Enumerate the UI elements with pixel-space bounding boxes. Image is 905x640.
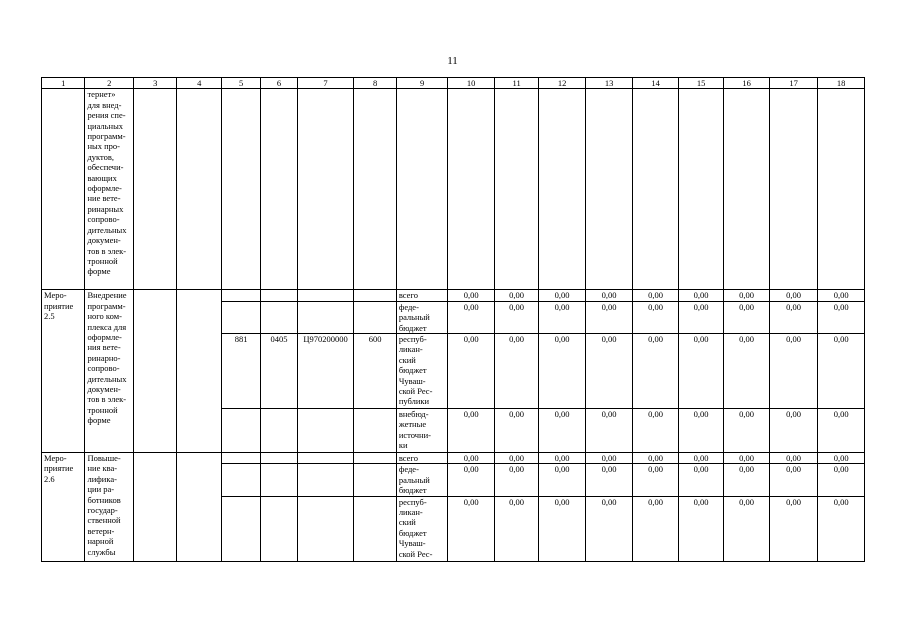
column-header: 18 <box>818 78 865 89</box>
column-header: 17 <box>769 78 818 89</box>
table-row <box>42 290 865 301</box>
value-cell: 0,00 <box>769 290 818 301</box>
funding-source: респуб- ликан- ский бюджет Чуваш- ской Рес- <box>396 496 448 561</box>
value-cell: 0,00 <box>585 496 633 561</box>
value-cell: 0,00 <box>769 409 818 453</box>
column-header: 4 <box>177 78 221 89</box>
column-header: 13 <box>585 78 633 89</box>
value-cell: 0,00 <box>585 464 633 496</box>
value-cell: 0,00 <box>633 290 678 301</box>
value-cell: 0,00 <box>494 334 538 409</box>
value-cell: 0,00 <box>724 290 769 301</box>
value-cell: 0,00 <box>678 409 723 453</box>
table-row <box>42 453 865 464</box>
value-cell: 0,00 <box>678 290 723 301</box>
funding-source: всего <box>396 453 448 464</box>
value-cell: 0,00 <box>633 496 678 561</box>
value-cell: 0,00 <box>769 334 818 409</box>
value-cell: 0,00 <box>818 334 865 409</box>
measure-label: Меро- приятие 2.5 <box>42 290 85 453</box>
value-cell: 0,00 <box>724 409 769 453</box>
column-header: 10 <box>448 78 495 89</box>
value-cell: 0,00 <box>539 334 586 409</box>
budget-code-admin: 881 <box>221 334 260 409</box>
value-cell: 0,00 <box>818 290 865 301</box>
funding-source: респуб- ликан- ский бюджет Чуваш- ской Рес- публики <box>396 334 448 409</box>
value-cell: 0,00 <box>724 464 769 496</box>
column-header: 8 <box>354 78 396 89</box>
value-cell: 0,00 <box>769 453 818 464</box>
value-cell: 0,00 <box>769 301 818 333</box>
budget-code-section: 0405 <box>261 334 297 409</box>
page-number: 11 <box>447 55 458 67</box>
measure-description: Повыше- ние ква- лифика- ции ра- ботников государ- ственной ветерн- нарной службы <box>85 453 134 562</box>
value-cell: 0,00 <box>585 453 633 464</box>
value-cell: 0,00 <box>818 301 865 333</box>
funding-source: внебюд- жетные источни- ки <box>396 409 448 453</box>
value-cell: 0,00 <box>539 496 586 561</box>
value-cell: 0,00 <box>448 453 495 464</box>
column-header: 9 <box>396 78 448 89</box>
column-header: 1 <box>42 78 85 89</box>
column-header: 12 <box>539 78 586 89</box>
column-header: 15 <box>678 78 723 89</box>
value-cell: 0,00 <box>678 496 723 561</box>
budget-code-target: Ц970200000 <box>297 334 354 409</box>
continuation-description: тернет» для внед- рения спе- циальных программ- ных про- дуктов, обеспечи- вающих оформле- ние вете- ринарных сопрово- дительных докумен- тов в элек- тронной форме <box>85 89 134 290</box>
program-table <box>41 77 865 562</box>
column-header: 3 <box>133 78 176 89</box>
value-cell: 0,00 <box>448 290 495 301</box>
value-cell: 0,00 <box>818 409 865 453</box>
value-cell: 0,00 <box>539 301 586 333</box>
value-cell: 0,00 <box>818 453 865 464</box>
value-cell: 0,00 <box>448 464 495 496</box>
value-cell: 0,00 <box>585 290 633 301</box>
value-cell: 0,00 <box>724 301 769 333</box>
funding-source: всего <box>396 290 448 301</box>
value-cell: 0,00 <box>678 334 723 409</box>
column-header: 16 <box>724 78 769 89</box>
value-cell: 0,00 <box>818 496 865 561</box>
value-cell: 0,00 <box>494 453 538 464</box>
value-cell: 0,00 <box>678 464 723 496</box>
value-cell: 0,00 <box>633 301 678 333</box>
value-cell: 0,00 <box>585 301 633 333</box>
continuation-row <box>42 89 865 290</box>
value-cell: 0,00 <box>678 301 723 333</box>
value-cell: 0,00 <box>769 464 818 496</box>
value-cell: 0,00 <box>724 453 769 464</box>
value-cell: 0,00 <box>585 409 633 453</box>
value-cell: 0,00 <box>818 464 865 496</box>
value-cell: 0,00 <box>448 496 495 561</box>
measure-label: Меро- приятие 2.6 <box>42 453 85 562</box>
value-cell: 0,00 <box>539 409 586 453</box>
value-cell: 0,00 <box>633 409 678 453</box>
value-cell: 0,00 <box>585 334 633 409</box>
value-cell: 0,00 <box>494 409 538 453</box>
value-cell: 0,00 <box>494 301 538 333</box>
column-header: 2 <box>85 78 134 89</box>
value-cell: 0,00 <box>678 453 723 464</box>
value-cell: 0,00 <box>494 496 538 561</box>
column-header: 6 <box>261 78 297 89</box>
value-cell: 0,00 <box>494 464 538 496</box>
value-cell: 0,00 <box>633 464 678 496</box>
value-cell: 0,00 <box>494 290 538 301</box>
column-header: 14 <box>633 78 678 89</box>
value-cell: 0,00 <box>724 496 769 561</box>
funding-source: феде- ральный бюджет <box>396 301 448 333</box>
column-header: 5 <box>221 78 260 89</box>
column-header: 11 <box>494 78 538 89</box>
value-cell: 0,00 <box>539 464 586 496</box>
value-cell: 0,00 <box>769 496 818 561</box>
measure-description: Внедрение программ- ного ком- плекса для оформле- ния вете- ринарно- сопрово- дительных докумен- тов в элек- тронной форме <box>85 290 134 453</box>
value-cell: 0,00 <box>448 301 495 333</box>
value-cell: 0,00 <box>539 453 586 464</box>
value-cell: 0,00 <box>633 453 678 464</box>
budget-code-expense: 600 <box>354 334 396 409</box>
column-number-row <box>42 78 865 89</box>
value-cell: 0,00 <box>724 334 769 409</box>
column-header: 7 <box>297 78 354 89</box>
funding-source: феде- ральный бюджет <box>396 464 448 496</box>
value-cell: 0,00 <box>633 334 678 409</box>
value-cell: 0,00 <box>448 409 495 453</box>
value-cell: 0,00 <box>448 334 495 409</box>
value-cell: 0,00 <box>539 290 586 301</box>
